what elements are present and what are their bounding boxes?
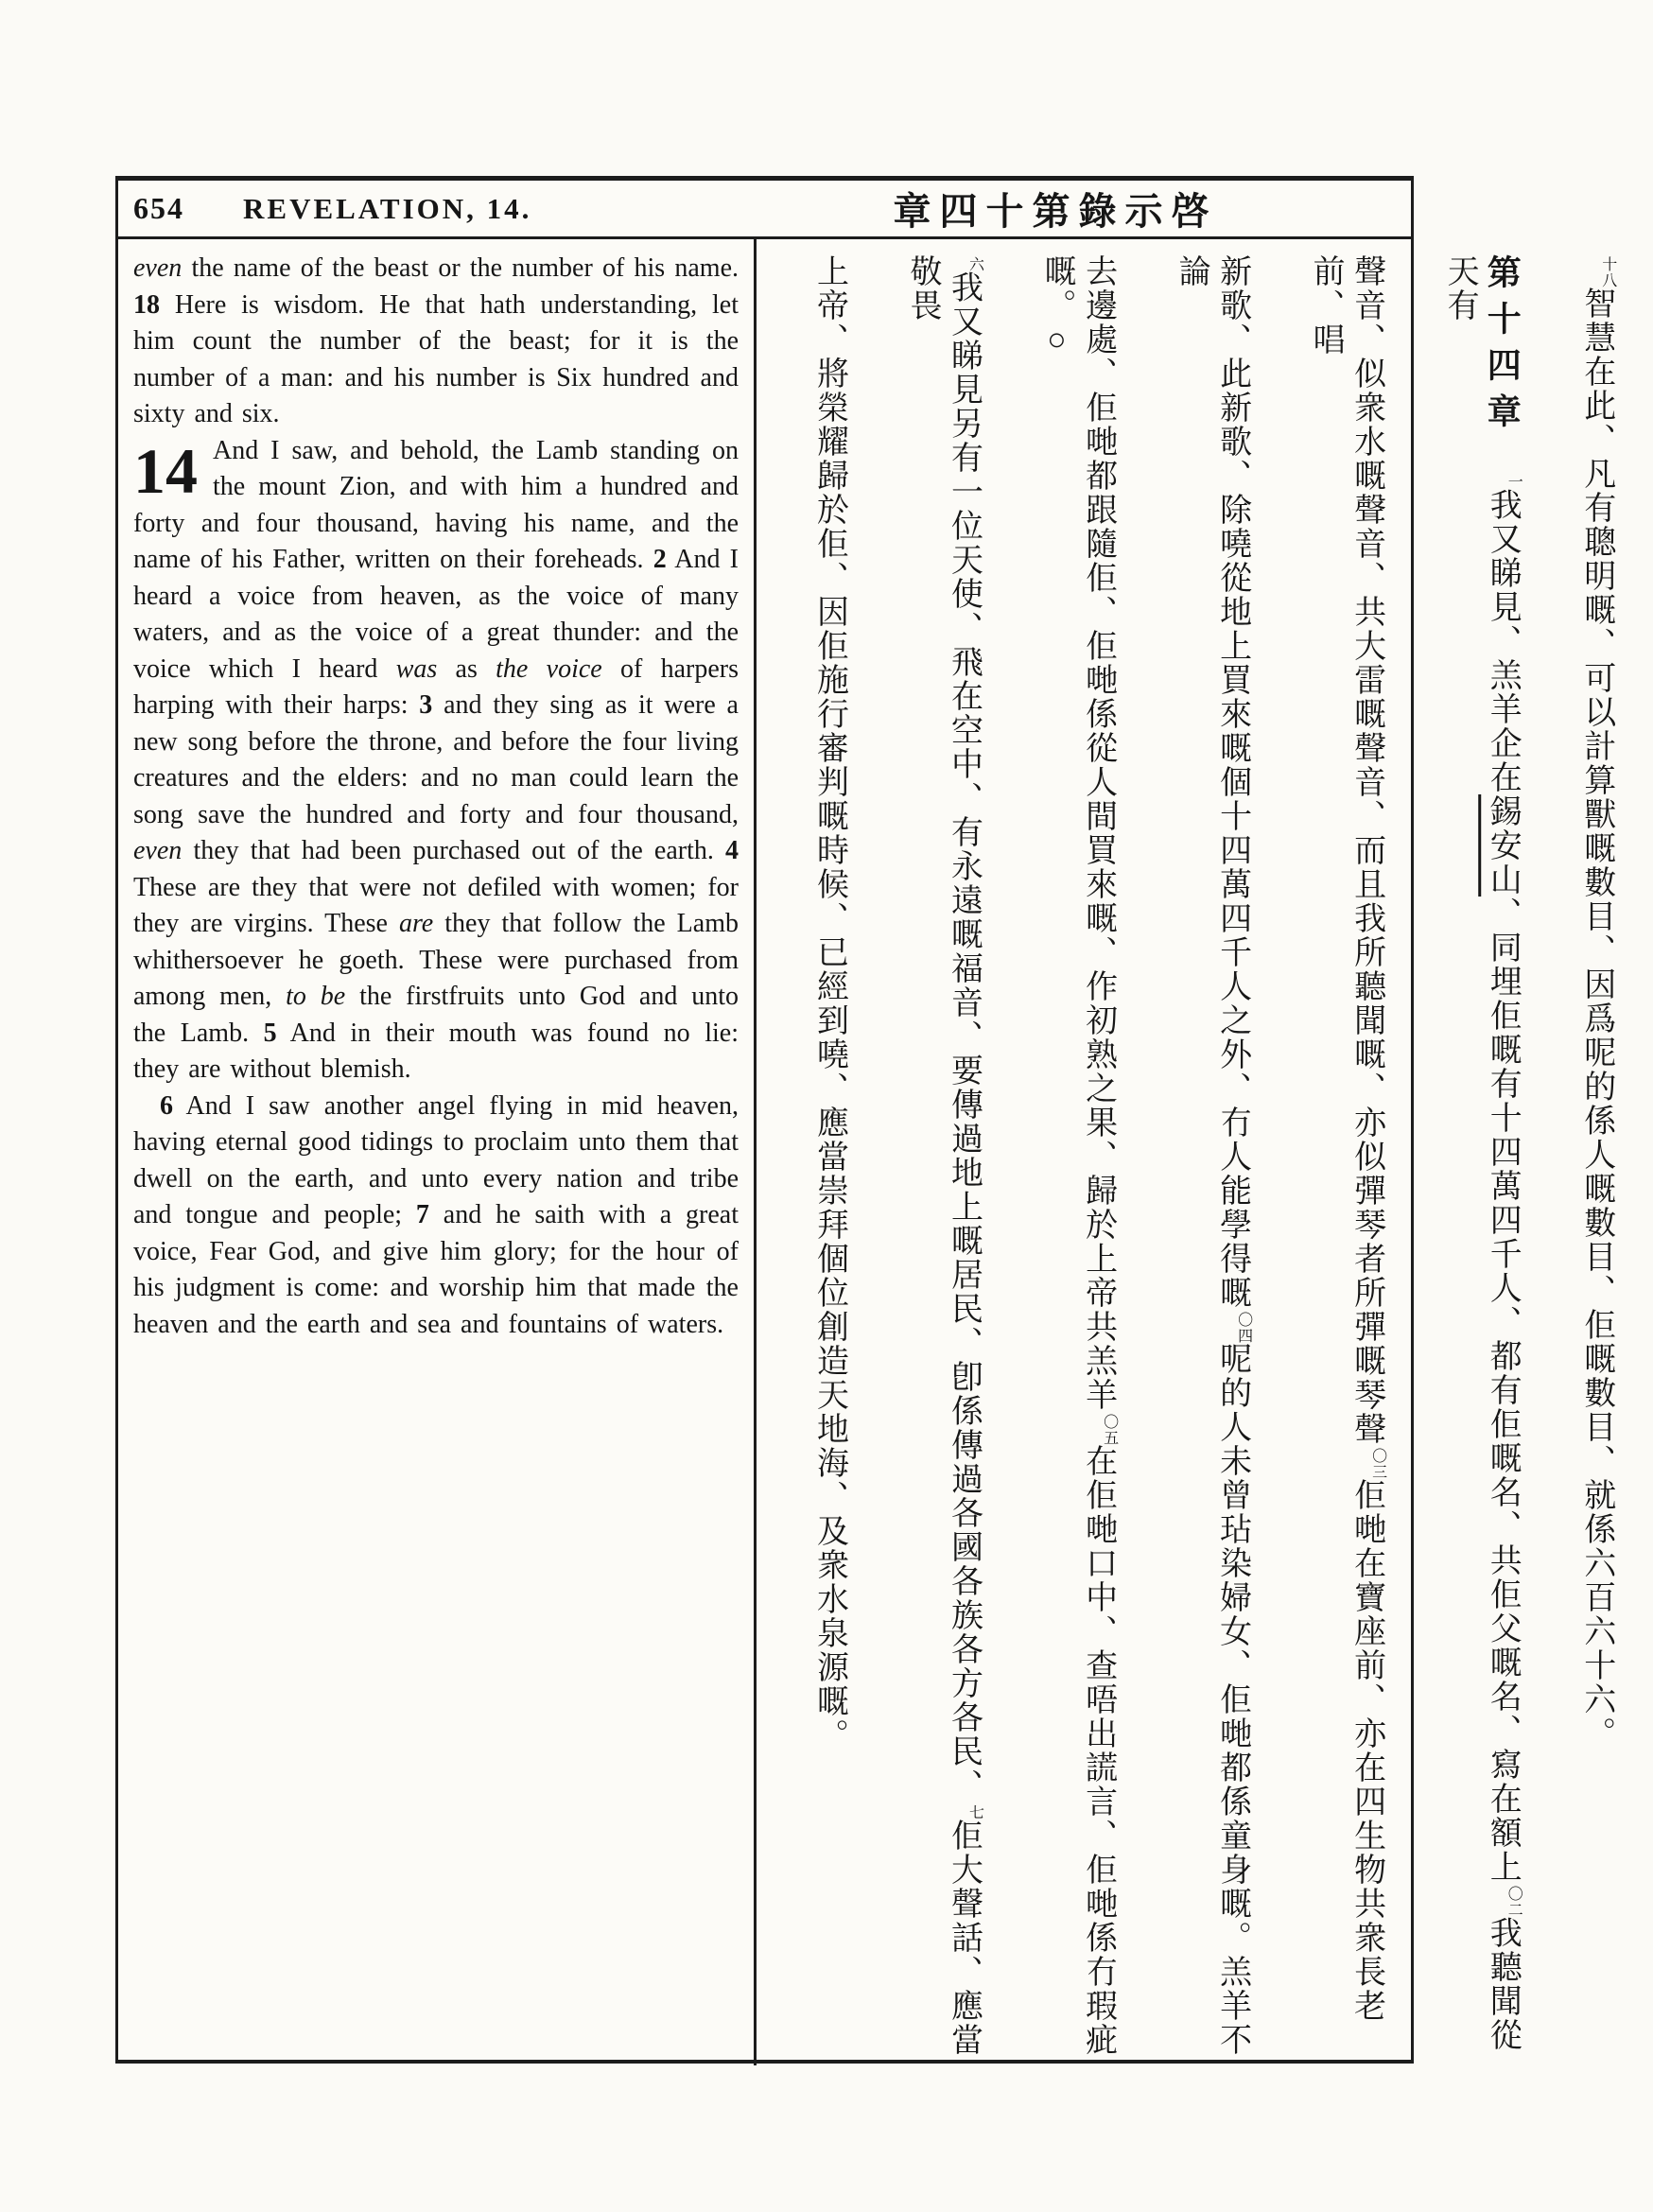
page-body — [118, 239, 1616, 2065]
chinese-column-3: 聲音、似衆水嘅聲音、共大雷嘅聲音、而且我所聽聞嘅、亦似彈琴者所彈嘅琴聲〇三佢哋在寶座前、亦在四生物共衆長老前、唱 — [1308, 254, 1386, 2023]
page-number: 654 — [133, 191, 184, 225]
english-text-column — [118, 239, 757, 2065]
chapter-number-drop-cap: 14 — [133, 434, 198, 507]
chinese-text-section — [757, 239, 1653, 2065]
english-paragraph-continuation: even the name of the beast or the number of his name. 18 Here is wisdom. He that hath understanding, let him count the number of the beast; for it is the number of a man: and his number is Six hundred and sixty and six. — [133, 253, 739, 428]
header-title-english: REVELATION, 14. — [243, 192, 532, 225]
english-chapter-text: And I saw, and behold, the Lamb standing on the mount Zion, and with him a hundred and forty and four thousand, having his name, and the name of his Father, written on their foreheads. 2 And I heard a voice from heaven, as the voice of many waters, and as the voice of a great thunder: and the voice which I heard was as the voice of harpers harping with their harps: 3 and they sing as it were a new song before the throne, and before the four living creatures and the elders: and no man could learn the song save the hundred and forty and four thousand, even they that had been purchased out of the earth. 4 These are they that were not defiled with women; for they are virgins. These are they that follow the Lamb whithersoever he goeth. These were purchased from among men, to be the firstfruits unto God and unto the Lamb. 5 And in their mouth was found no lie: they are without blemish. — [133, 435, 740, 1084]
english-paragraph-verse-6: 6 And I saw another angel flying in mid heaven, having eternal good tidings to proclaim unto them that dwell on the earth, and unto every nation and tribe and tongue and people; 7 and he saith with a great voice, Fear God, and give him glory; for the hour of his judgment is come: and worship him that made the heaven and the earth and sea and fountains of waters. — [133, 1090, 739, 1339]
chinese-column-5: 去邊處、佢哋都跟隨佢、佢哋係從人間買來嘅、作初熟之果、歸於上帝共羔羊〇五在佢哋口中、查唔出謊言、佢哋係冇瑕疵嘅。○ — [1039, 254, 1118, 2057]
english-paragraph-chapter-14 — [133, 433, 739, 1089]
chinese-column-2: 第十四章一我又睇見、羔羊企在錫安山、同埋佢嘅有十四萬四千人、都有佢嘅名、共佢父嘅名、寫在額上〇二我聽聞從天有 — [1442, 254, 1522, 2052]
header-left — [118, 191, 757, 226]
header-title-chinese: 章四十第錄示啓 — [893, 190, 1218, 233]
running-header — [118, 181, 1411, 239]
chinese-column-1: 十八智慧在此、凡有聰明嘅、可以計算獸嘅數目、因爲呢的係人嘅數目、佢嘅數目、就係六百六十六。 — [1578, 256, 1616, 1750]
chinese-column-6: 六我又睇見另有一位天使、飛在空中、有永遠嘅福音、要傳過地上嘅居民、卽係傳過各國各族各方各民、七佢大聲話、應當敬畏 — [905, 254, 983, 2057]
chinese-column-7: 上帝、將榮耀歸於佢、因佢施行審判嘅時候、已經到嘵、應當崇拜個位創造天地海、及衆水泉源嘅。 — [811, 254, 847, 1752]
page-frame — [115, 176, 1616, 2064]
chinese-column-4: 新歌、此新歌、除嘵從地上買來嘅個十四萬四千人之外、冇人能學得嘅〇四呢的人未曾玷染婦女、佢哋都係童身嘅。羔羊不論 — [1174, 254, 1252, 2057]
